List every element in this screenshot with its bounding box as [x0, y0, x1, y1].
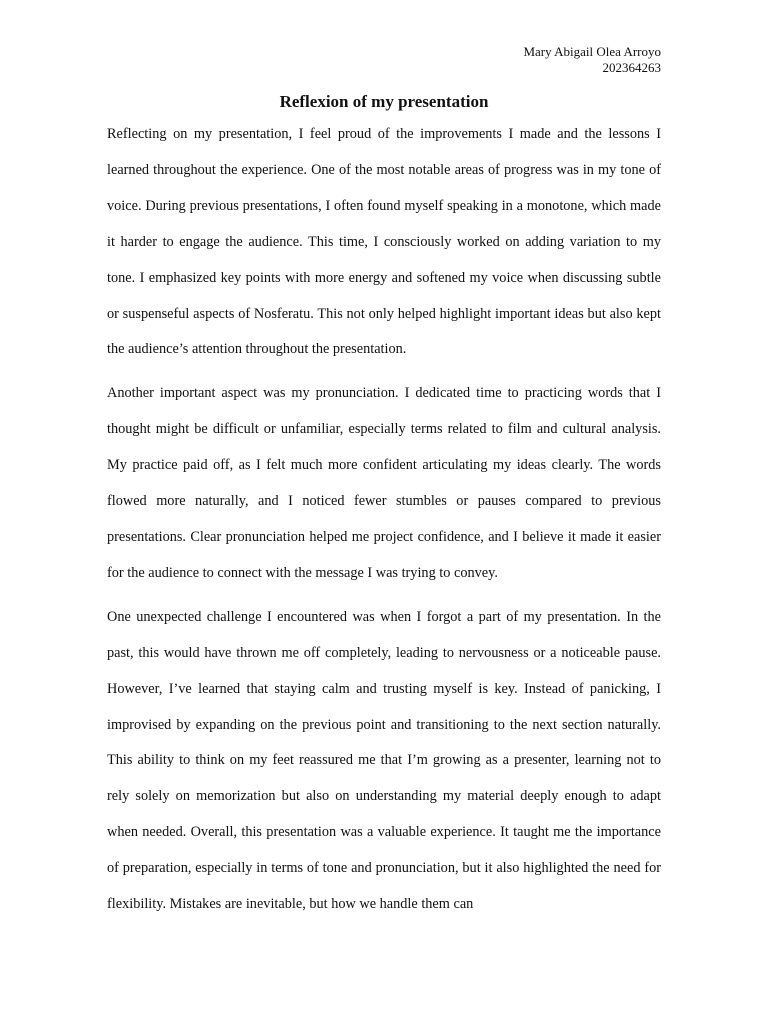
author-name: Mary Abigail Olea Arroyo: [523, 44, 661, 59]
paragraph-2: Another important aspect was my pronunciation. I dedicated time to practicing words that I thought might be difficult or unfamiliar, especially terms related to film and cultural analysis. My practice paid off, as I felt much more confident articulating my ideas clearly. The words flowed more naturally, and I noticed fewer stumbles or pauses compared to previous presentations. Clear pronunciation helped me project confidence, and I believe it made it easier for the audience to connect with the message I was trying to convey.: [107, 385, 661, 581]
author-header: [523, 44, 661, 76]
student-id: 202364263: [602, 60, 661, 75]
paragraph-3: One unexpected challenge I encountered was when I forgot a part of my presentation. In the past, this would have thrown me off completely, leading to nervousness or a noticeable pause. However, I’ve learned that staying calm and trusting myself is key. Instead of panicking, I improvised by expanding on the previous point and transitioning to the next section naturally. This ability to think on my feet reassured me that I’m growing as a presenter, learning not to rely solely on memorization but also on understanding my material deeply enough to adapt when needed. Overall, this presentation was a valuable experience. It taught me the importance of preparation, especially in terms of tone and pronunciation, but it also highlighted the need for flexibility. Mistakes are inevitable, but how we handle them can: [107, 608, 661, 913]
document-title: Reflexion of my presentation: [279, 92, 489, 111]
paragraph-1: Reflecting on my presentation, I feel proud of the improvements I made and the lessons I learned throughout the experience. One of the most notable areas of progress was in my tone of voice. During previous presentations, I often found myself speaking in a monotone, which made it harder to engage the audience. This time, I consciously worked on adding variation to my tone. I emphasized key points with more energy and softened my voice when discussing subtle or suspenseful aspects of Nosferatu. This not only helped highlight important ideas but also kept the audience’s attention throughout the presentation.: [107, 126, 661, 358]
document-body: [107, 117, 661, 931]
